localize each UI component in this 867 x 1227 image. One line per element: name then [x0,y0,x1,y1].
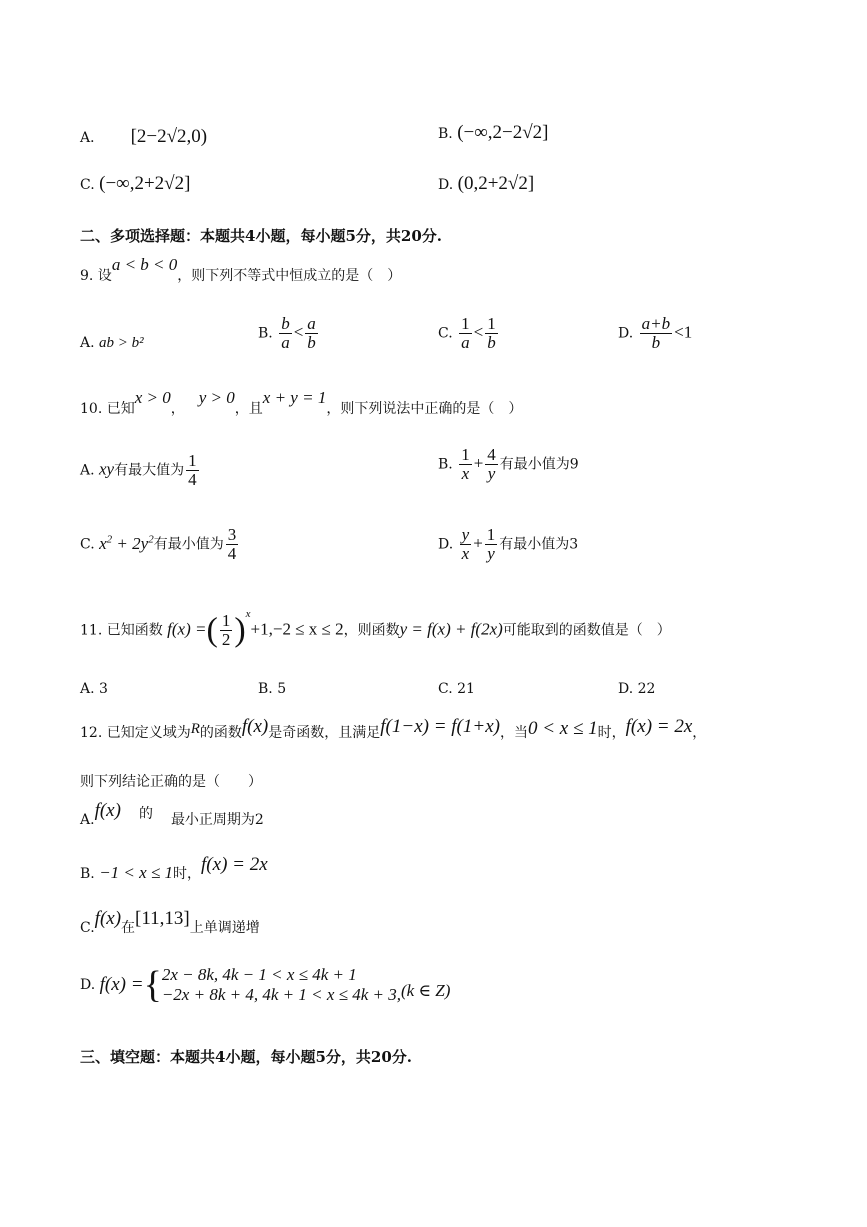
math-condition: +1,−2 ≤ x ≤ 2 [250,619,344,639]
q10-option-a: A. xy有最大值为 $\frac{1}{4}$ [80,451,197,489]
q8-option-b [438,122,549,144]
stem-text: ，则下列说法中正确的是（ ） [326,401,523,417]
q12-option-b [80,854,268,884]
section-heading-2: 二、多项选择题：本题共4小题，每小题5分，共20分. [80,227,442,245]
stem-text: 9. 设 [80,268,112,284]
math-condition: y > 0 [198,388,235,407]
option-label: C. [80,536,95,553]
option-interval: [11,13] [135,908,190,929]
q11-option-d: D. 22 [618,681,656,697]
option-label: A. [80,335,95,351]
stem-text: ，且 [234,401,263,417]
stem-text: 时， [597,725,626,741]
piecewise-cases [162,965,401,1005]
q11-stem: 11. 已知函数 f(x) =( $\frac{1}{2}$ )$^x$+1,−2 ≤ x ≤ 2，则函数y = f(x) + f(2x)可能取到的函数值是（ ） [80,607,671,649]
option-expr: (−∞,2−2√2] [457,122,549,143]
stem-text: 是奇函数，且满足 [268,725,381,741]
option-label: D. [438,536,454,553]
q9-option-b: B. $\frac{b}{a}$ < $\frac{a}{b}$ [258,314,316,352]
option-label: B. [80,866,95,882]
q12-option-c [80,908,260,938]
option-text: 有最小值为9 [499,456,579,473]
option-label: B. [438,126,453,142]
q10-stem [80,388,523,418]
option-text: 的 [138,806,153,822]
option-text: 上单调递增 [189,920,260,936]
option-text: 有最小值为3 [499,536,579,553]
q9-option-d: D. $\frac{a+b}{b}$ <1 [618,314,693,352]
option-expr: f(x) [94,908,122,929]
option-tail: (k ∈ Z) [400,981,451,1000]
option-text: 有最大值为 [114,462,185,479]
q11-option-b: B. 5 [258,681,287,697]
option-expr: f(x) [94,800,121,821]
option-label: C. [80,920,95,936]
stem-text: ，则函数 [343,622,400,639]
stem-text: 12. 已知定义域为 [80,725,191,741]
option-expr: xy [99,459,115,479]
math-condition: f(1−x) = f(1+x) [380,716,500,737]
q9-option-c: C. $\frac{1}{a}$ < $\frac{1}{b}$ [438,314,496,352]
option-text: 最小正周期为2 [170,812,264,828]
math-condition: x + y = 1 [262,388,327,407]
option-expr: ab > b² [99,335,144,351]
q10-option-d: D. $\frac{y}{x}$ + $\frac{1}{y}$ 有最小值为3 [438,525,579,563]
option-label: D. [618,325,634,342]
q9-stem [80,255,402,285]
option-label: A. [80,462,95,479]
option-expr: f(x) = [99,974,144,995]
math-function: f(x) [241,716,269,737]
stem-text: 的函数 [199,725,242,741]
option-label: A． [80,130,105,146]
q12-option-a [80,800,264,830]
case-1: 2x − 8k, 4k − 1 < x ≤ 4k + 1 [161,965,357,984]
option-label: D. [438,177,454,193]
stem-text: ，当 [499,725,528,741]
option-expr: (−∞,2+2√2] [99,173,191,194]
stem-text: 10. 已知 [80,401,135,417]
option-text: 在 [121,920,136,936]
option-expr: f(x) = 2x [201,854,268,875]
q10-option-c: C. $x^2 + 2y^2$有最小值为 $\frac{3}{4}$ [80,525,237,563]
stem-text: ， [170,401,185,417]
q11-option-a: A. 3 [80,681,108,697]
math-domain: R [190,721,200,737]
option-label: C. [438,325,453,342]
q11-option-c: C. 21 [438,681,475,697]
math-definition: f(x) = 2x [625,716,693,737]
q8-option-c [80,173,190,195]
option-text: 时， [173,866,202,882]
option-expr: [2−2√2,0) [130,126,208,147]
case-2: −2x + 8k + 4, 4k + 1 < x ≤ 4k + 3, [161,985,401,1004]
option-label: B. [438,456,453,473]
math-condition: a < b < 0 [111,255,178,274]
q12-stem-line1 [80,716,707,743]
option-label: D. [80,977,96,993]
option-label: A. [80,812,95,828]
option-label: C. [80,177,95,193]
math-function: y = f(x) + f(2x) [399,619,503,639]
math-condition: x > 0 [134,388,171,407]
q8-option-d [438,173,534,195]
q12-option-d: D. f(x) ={ 2x − 8k, 4k − 1 < x ≤ 4k + 1 −2x + 8k + 4, 4k + 1 < x ≤ 4k + 3, (k ∈ Z) [80,964,451,1006]
option-text: 有最小值为 [153,536,224,553]
option-expr: (0,2+2√2] [457,173,535,194]
stem-text: ，则下列不等式中恒成立的是（ ） [177,268,402,284]
option-range: −1 < x ≤ 1 [99,863,174,882]
stem-text: 可能取到的函数值是（ ） [502,622,671,639]
q10-option-b: B. $\frac{1}{x}$ + $\frac{4}{y}$ 有最小值为9 [438,445,579,483]
q12-stem-line2: 则下列结论正确的是（ ） [80,774,262,790]
q8-option-a [80,126,207,148]
stem-text: 11. 已知函数 [80,622,163,639]
stem-text: ， [692,725,707,741]
q9-option-a [80,335,144,352]
section-heading-3: 三、填空题：本题共4小题，每小题5分，共20分. [80,1048,412,1066]
math-range: 0 < x ≤ 1 [527,718,598,739]
option-label: B. [258,325,273,342]
